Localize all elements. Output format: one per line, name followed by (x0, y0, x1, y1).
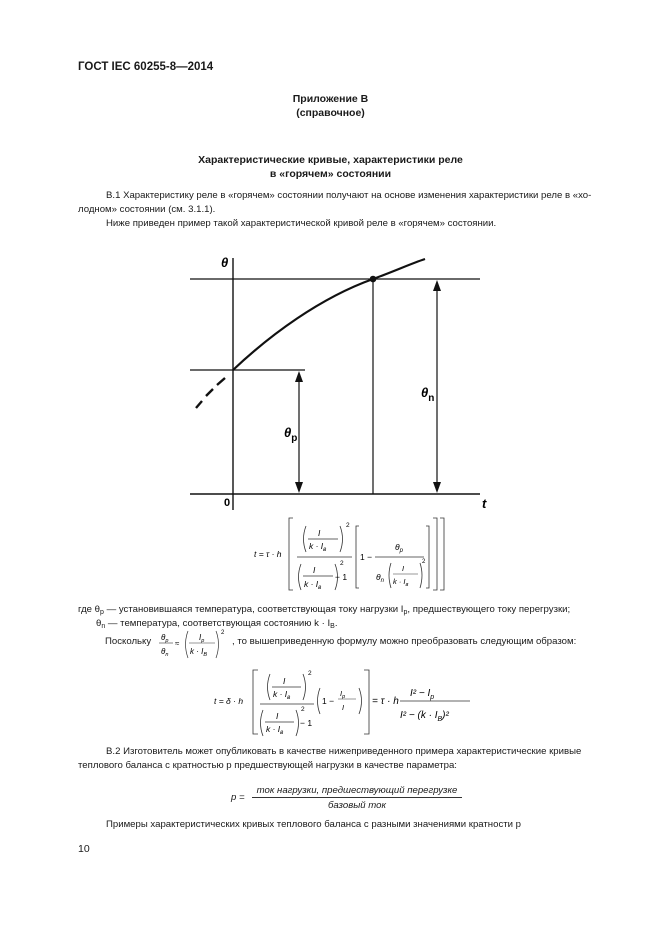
f2-den-exp: 2 (301, 706, 305, 713)
theta-n-label: $\theta_n$ (421, 385, 435, 404)
since-ratio-num: $\theta_p$ (161, 633, 169, 644)
formula-3-lhs: p = (231, 792, 245, 803)
paragraph-b2 (78, 745, 592, 773)
f2-eq: = τ · h (372, 696, 399, 707)
f2-rhs-num: $I^2 - I_p$ (410, 688, 435, 701)
curve-dashed-extension (196, 378, 225, 408)
f2-ip2: $I_p$ (340, 689, 346, 700)
standard-header: ГОСТ IEC 60255-8—2014 (78, 61, 214, 73)
characteristic-graph (0, 240, 661, 515)
paragraph-b1-line3: Ниже приведен пример такой характеристической кривой реле в «горячем» состоянии. (106, 218, 497, 229)
since-exp: 2 (221, 630, 225, 636)
f2-i2: I (342, 703, 345, 712)
hot-state-curve (233, 259, 425, 370)
x-axis-label: t (482, 496, 487, 511)
f2-den-kIb: $k \cdot I_в$ (266, 724, 284, 736)
since-ratio (158, 628, 236, 662)
appendix-subtitle: (справочное) (296, 107, 365, 119)
f2-num-exp: 2 (308, 670, 312, 677)
theta-p-label: $\theta_p$ (284, 425, 298, 444)
formula-2 (0, 666, 661, 738)
paragraph-b1-line2: лодном» состоянии (см. 3.1.1). (78, 204, 216, 215)
since-approx: ≈ (175, 639, 180, 648)
f1-num-kIb: $k \cdot I_в$ (309, 541, 327, 553)
f1-one-minus: 1 − (360, 552, 373, 562)
f2-num-I: I (283, 676, 286, 686)
page-number: 10 (78, 843, 90, 855)
paragraph-b1-line1: В.1 Характеристику реле в «горячем» состоянии получают на основе изменения характеристики реле в «хо- (106, 190, 592, 201)
paragraph-last-line1: Примеры характеристических кривых теплового баланса с разными значениями кратности p (106, 819, 521, 830)
f2-one-minus: 1 − (322, 696, 335, 706)
since-rhs-num: $I_p$ (199, 633, 205, 644)
f1-num-exp: 2 (346, 522, 350, 529)
y-axis-label: θ (221, 255, 229, 270)
theta-p-arrowhead-down (295, 482, 303, 493)
paragraph-b2-line2: теплового баланса с кратностью p предшествующей нагрузки в качестве параметра: (78, 760, 457, 771)
f1-den-exp: 2 (340, 560, 344, 567)
f1-num-I: I (318, 528, 321, 538)
since-ratio-den: $\theta_n$ (161, 647, 169, 658)
f1-inner-kIb: $k \cdot I_в$ (393, 577, 409, 588)
f1-theta-p: $\theta_p$ (395, 542, 403, 554)
appendix-title: Приложение В (292, 93, 369, 105)
section-title-line2: в «горячем» состоянии (269, 168, 392, 180)
f1-minus1: − 1 (335, 572, 348, 582)
where-line2: $\theta_n$ — температура, соответствующая состоянию $k \cdot I_B$. (96, 618, 338, 630)
since-rhs-den: $k \cdot I_B$ (190, 647, 208, 658)
formula-1 (0, 512, 661, 596)
f1-inner-I: I (402, 564, 405, 573)
paragraph-b2-line1: В.2 Изготовитель может опубликовать в качестве нижеприведенного примера характеристические кривые (106, 746, 582, 757)
f1-den-I: I (313, 565, 316, 575)
where-line1: где $\theta_р$ — установившаяся температура, соответствующая току нагрузки $I_р$, предшествующего току перегрузки; (78, 604, 571, 616)
theta-p-arrowhead-up (295, 371, 303, 382)
theta-n-arrowhead-up (433, 280, 441, 291)
f1-den-kIb: $k \cdot I_в$ (304, 579, 322, 591)
f2-minus1: − 1 (300, 718, 313, 728)
formula-1-lhs: t = τ · h (254, 549, 282, 559)
since-suffix: , то вышеприведенную формулу можно преобразовать следующим образом: (232, 636, 577, 647)
section-title (0, 153, 661, 181)
f2-den-I: I (276, 711, 279, 721)
operating-point (370, 276, 377, 283)
since-prefix: Поскольку (105, 636, 152, 647)
theta-n-arrowhead-down (433, 482, 441, 493)
formula-3-denominator: базовый ток (327, 800, 387, 811)
f2-rhs-den: $I^2 - (k \cdot I_B)^2$ (400, 710, 449, 723)
f1-theta-n: $\theta_n$ (376, 572, 384, 584)
origin-label: 0 (224, 497, 231, 509)
section-title-line1: Характеристические кривые, характеристики реле (198, 154, 463, 166)
paragraph-b1 (78, 189, 592, 231)
appendix-heading (0, 92, 661, 120)
formula-2-lhs: t = δ · h (214, 696, 244, 706)
formula-3-fraction (252, 785, 462, 811)
f1-inner-exp: 2 (422, 559, 426, 565)
formula-3-numerator: ток нагрузки, предшествующий перегрузке (252, 785, 462, 798)
f2-num-kIb: $k \cdot I_в$ (273, 689, 291, 701)
paragraph-last (78, 818, 592, 832)
